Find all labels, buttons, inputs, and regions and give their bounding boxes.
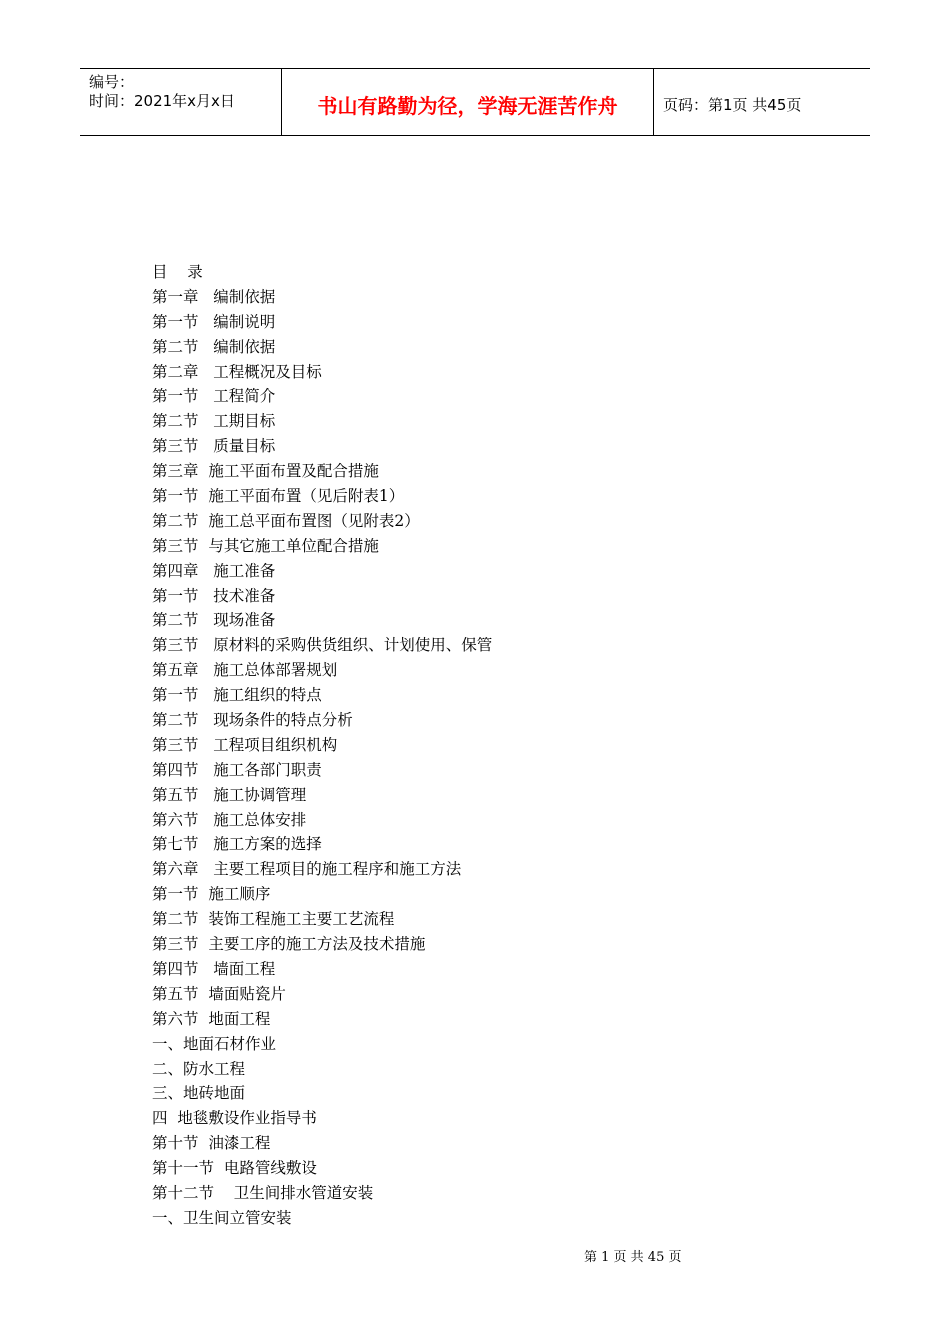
table-of-contents	[152, 260, 832, 1231]
toc-title: 目 录	[152, 263, 203, 281]
header-motto: 书山有路勤为径，学海无涯苦作舟	[317, 93, 618, 118]
toc-entry: 第一节 施工平面布置（见后附表1）	[152, 487, 405, 506]
toc-entry: 第三章 施工平面布置及配合措施	[152, 462, 379, 481]
toc-entry: 第一章 编制依据	[152, 287, 276, 306]
toc-entry: 一、卫生间立管安装	[152, 1208, 292, 1227]
toc-entry: 四 地毯敷设作业指导书	[152, 1109, 317, 1128]
toc-entry: 第二节 装饰工程施工主要工艺流程	[152, 910, 395, 929]
toc-entry: 二、防水工程	[152, 1059, 246, 1078]
header-motto-cell	[282, 69, 654, 135]
header-meta-cell	[80, 69, 282, 135]
toc-entry: 第二节 现场条件的特点分析	[152, 711, 353, 730]
toc-entry: 第二章 工程概况及目标	[152, 362, 322, 381]
page-footer: 第 1 页 共 45 页	[584, 1250, 682, 1265]
toc-entry: 第一节 工程简介	[152, 387, 276, 406]
toc-entry: 第一节 施工组织的特点	[152, 686, 322, 705]
toc-entry: 第五章 施工总体部署规划	[152, 661, 338, 680]
document-date-label: 时间：2021年x月x日	[89, 92, 235, 110]
toc-entry: 第五节 施工协调管理	[152, 785, 307, 804]
toc-entry: 第二节 现场准备	[152, 611, 276, 630]
toc-entry: 第二节 工期目标	[152, 412, 276, 431]
toc-entry: 三、地砖地面	[152, 1084, 246, 1103]
toc-entry: 第六节 地面工程	[152, 1009, 271, 1028]
header-page-info: 页码：第1页 共45页	[663, 95, 802, 114]
toc-entry: 第十节 油漆工程	[152, 1134, 271, 1153]
toc-entry: 第六节 施工总体安排	[152, 810, 307, 829]
toc-entry: 第三节 主要工序的施工方法及技术措施	[152, 935, 426, 954]
toc-entry: 第二节 施工总平面布置图（见附表2）	[152, 511, 420, 530]
toc-entry: 第三节 与其它施工单位配合措施	[152, 536, 379, 555]
toc-entry: 一、地面石材作业	[152, 1034, 277, 1053]
toc-entry: 第二节 编制依据	[152, 337, 276, 356]
toc-entry: 第一节 施工顺序	[152, 885, 271, 904]
document-number-label: 编号：	[89, 73, 135, 91]
toc-entry: 第七节 施工方案的选择	[152, 835, 322, 854]
header-page-cell	[654, 69, 870, 135]
toc-entry: 第三节 工程项目组织机构	[152, 735, 338, 754]
toc-entry: 第一节 技术准备	[152, 586, 276, 605]
toc-entry: 第六章 主要工程项目的施工程序和施工方法	[152, 860, 462, 879]
toc-entry: 第十一节 电路管线敷设	[152, 1159, 317, 1178]
toc-entry: 第四节 施工各部门职责	[152, 760, 322, 779]
toc-entry: 第十二节 卫生间排水管道安装	[152, 1183, 374, 1202]
toc-entry: 第三节 质量目标	[152, 437, 276, 456]
toc-entry: 第一节 编制说明	[152, 312, 276, 331]
toc-entry: 第五节 墙面贴瓷片	[152, 984, 286, 1003]
toc-entry: 第四节 墙面工程	[152, 959, 276, 978]
toc-entry: 第四章 施工准备	[152, 561, 276, 580]
page-header	[80, 68, 870, 136]
toc-entry: 第三节 原材料的采购供货组织、计划使用、保管	[152, 636, 493, 655]
